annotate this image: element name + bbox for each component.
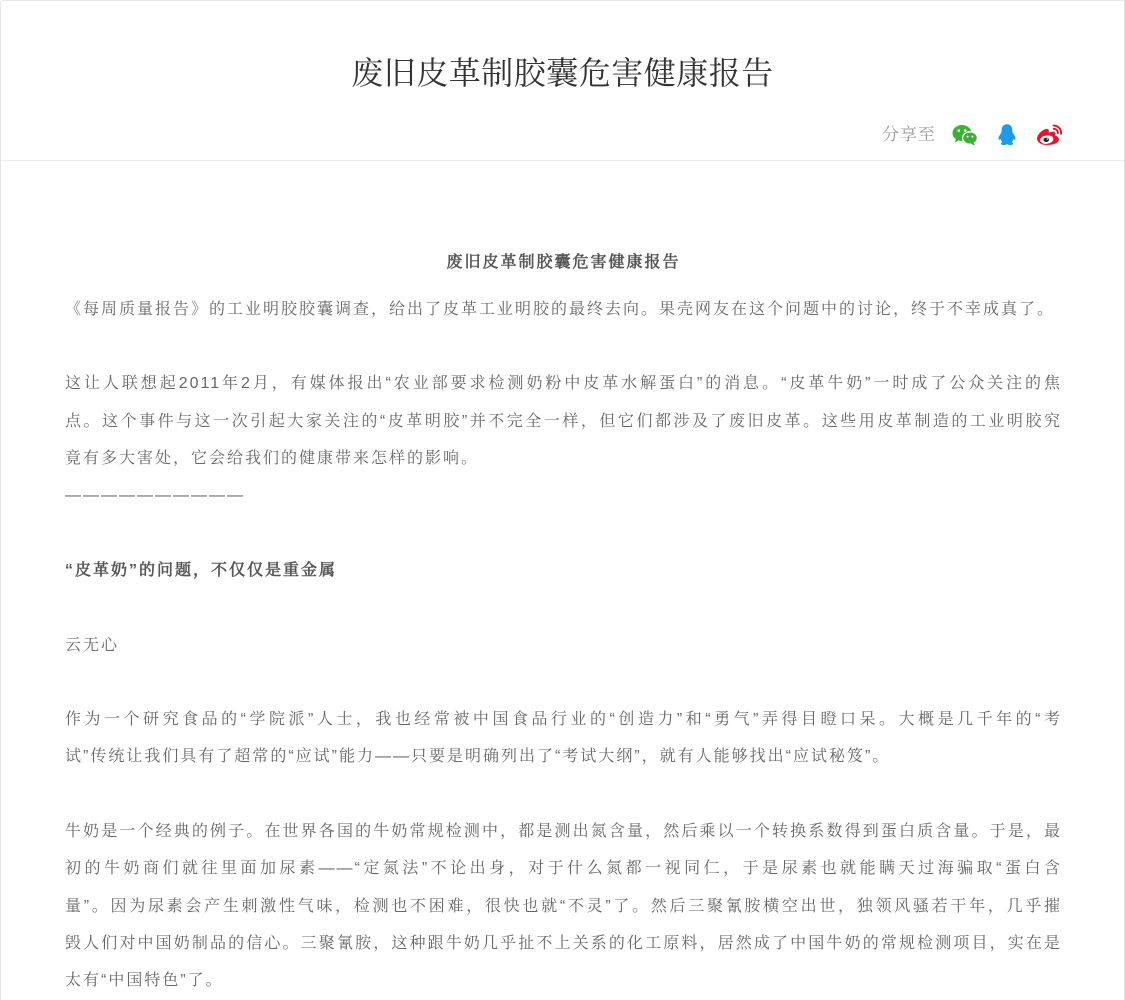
weibo-eye-highlight: [1047, 138, 1048, 139]
wechat-eye: [964, 129, 967, 132]
paragraph-line: 竟有多大害处，它会给我们的健康带来怎样的影响。: [65, 450, 480, 468]
paragraph-line: 毁人们对中国奶制品的信心。三聚氰胺，这种跟牛奶几乎扯不上关系的化工原料，居然成了中国牛奶的常规检测项目，实在是: [65, 934, 1062, 952]
paragraph-context: [65, 365, 1062, 514]
paragraph-line: 《每周质量报告》的工业明胶胶囊调查，给出了皮革工业明胶的最终去向。果壳网友在这个问题中的讨论，终于不幸成真了。: [65, 300, 1056, 318]
paragraph-line: 太有“中国特色”了。: [65, 972, 224, 990]
article-heading: 废旧皮革制胶囊危害健康报告: [446, 254, 681, 271]
wechat-eye: [971, 136, 973, 138]
paragraph-line: 牛奶是一个经典的例子。在世界各国的牛奶常规检测中，都是测出氮含量，然后乘以一个转换系数得到蛋白质含量。于是，最: [65, 823, 1062, 841]
paragraph-intro: [65, 291, 1062, 328]
share-wechat-button[interactable]: [952, 122, 978, 148]
wechat-icon[interactable]: [952, 124, 978, 146]
paragraph-2: [65, 813, 1062, 999]
paragraph-line: 作为一个研究食品的“学院派”人士，我也经常被中国食品行业的“创造力”和“勇气”弄得目瞪口呆。大概是几千年的“考: [65, 711, 1062, 729]
paragraph-line: 初的牛奶商们就往里面加尿素——“定氮法”不论出身，对于什么氮都一视同仁，于是尿素也就能瞒天过海骗取“蛋白含: [65, 860, 1062, 878]
page-title: 废旧皮革制胶囊危害健康报告: [351, 55, 774, 91]
author-name: 云无心: [65, 636, 120, 654]
paragraph-line: 点。这个事件与这一次引起大家关注的“皮革明胶”并不完全一样，但它们都涉及了废旧皮革。这些用皮革制造的工业明胶究: [65, 412, 1062, 430]
paragraph-line: 量”。因为尿素会产生刺激性气味，检测也不困难，很快也就“不灵”了。然后三聚氰胺横空出世，独领风骚若干年，几乎摧: [65, 897, 1062, 915]
share-bar: [1, 120, 1124, 150]
paragraph-line: 这让人联想起2011年2月，有媒体报出“农业部要求检测奶粉中皮革水解蛋白”的消息。“皮革牛奶”一时成了公众关注的焦: [65, 375, 1062, 393]
section-title: “皮革奶”的问题，不仅仅是重金属: [65, 561, 338, 579]
share-qq-button[interactable]: [994, 122, 1020, 148]
article-body: [1, 161, 1124, 1000]
share-weibo-button[interactable]: [1036, 122, 1062, 148]
share-label: 分享至: [882, 125, 936, 144]
paragraph-line: 试”传统让我们具有了超常的“应试”能力——只要是明确列出了“考试大纲”，就有人能够找出“应试秘笈”。: [65, 748, 891, 766]
separator-line: ——————————: [65, 487, 245, 505]
weibo-icon[interactable]: [1036, 124, 1062, 146]
wechat-eye: [967, 136, 969, 138]
qq-penguin-shape: [998, 124, 1015, 145]
wechat-eye: [958, 129, 961, 132]
wechat-small-bubble: [963, 132, 978, 144]
qq-icon[interactable]: [997, 123, 1017, 147]
paragraph-1: [65, 701, 1062, 776]
article-header: [1, 1, 1124, 161]
weibo-eye: [1043, 138, 1049, 142]
